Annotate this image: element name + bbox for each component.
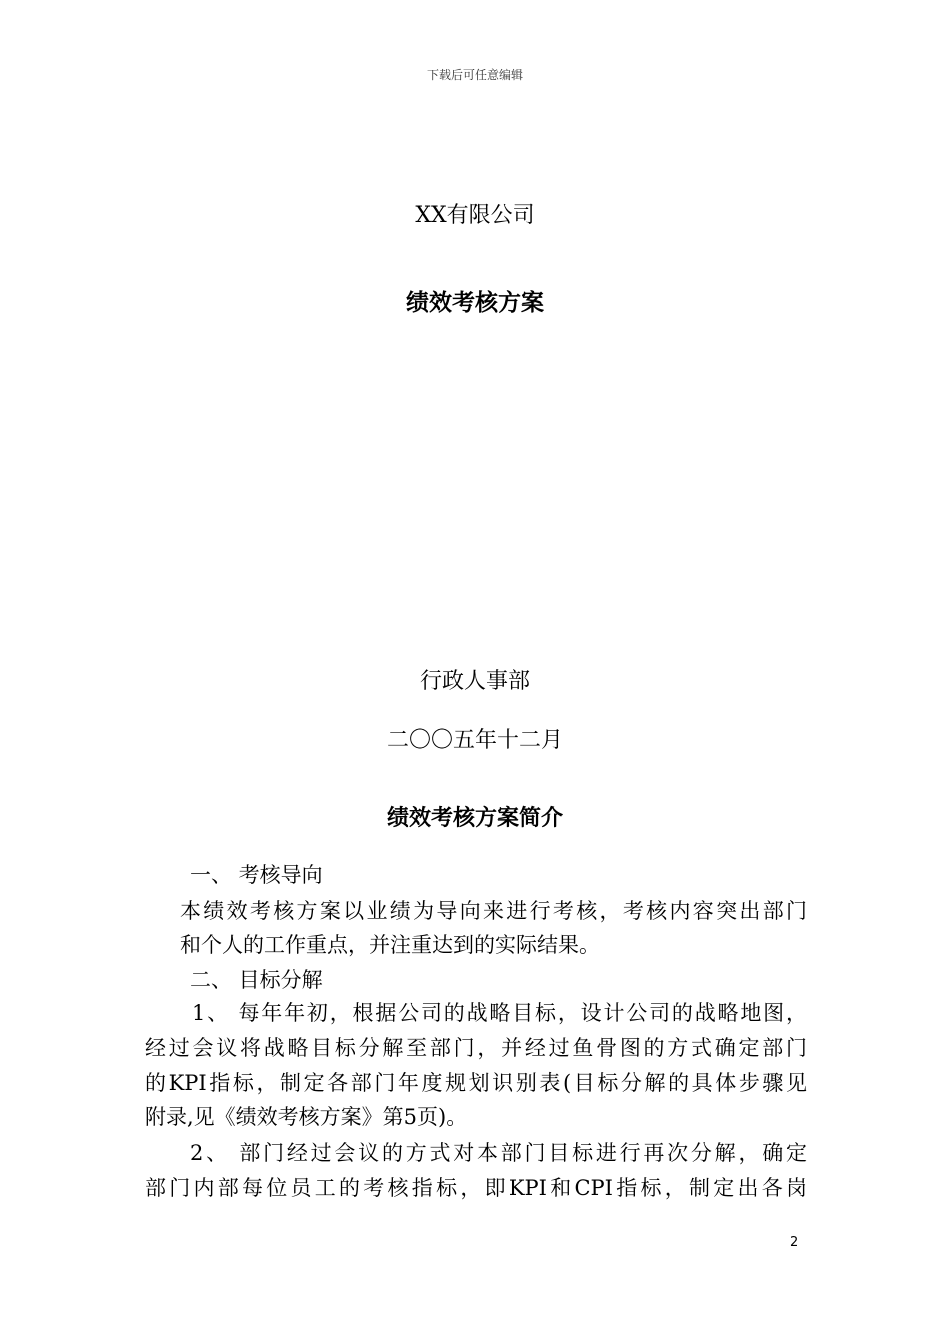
- header-note: 下载后可任意编辑: [426, 68, 523, 82]
- company-name: XX有限公司: [415, 203, 535, 228]
- main-title: 绩效考核方案: [406, 290, 544, 316]
- paragraph-line: 和个人的工作重点，并注重达到的实际结果。: [180, 933, 600, 957]
- document-date: 二〇〇五年十二月: [386, 728, 563, 753]
- intro-title: 绩效考核方案简介: [386, 806, 563, 831]
- paragraph-line: 1、 每年年初，根据公司的战略目标，设计公司的战略地图，: [192, 1001, 807, 1025]
- paragraph-line: 的KPI指标，制定各部门年度规划识别表(目标分解的具体步骤见: [145, 1071, 807, 1095]
- page-number: 2: [790, 1235, 799, 1250]
- paragraph-line: 2、 部门经过会议的方式对本部门目标进行再次分解，确定: [190, 1141, 807, 1165]
- paragraph-line: 部门内部每位员工的考核指标，即KPI和CPI指标，制定出各岗: [145, 1176, 807, 1200]
- paragraph-line: 附录,见《绩效考核方案》第5页)。: [145, 1105, 468, 1129]
- paragraph-line: 本绩效考核方案以业绩为导向来进行考核，考核内容突出部门: [180, 899, 807, 923]
- paragraph-line: 经过会议将战略目标分解至部门，并经过鱼骨图的方式确定部门: [145, 1036, 807, 1060]
- section-heading-1: 一、 考核导向: [190, 863, 323, 887]
- section-heading-2: 二、 目标分解: [190, 968, 323, 992]
- department-name: 行政人事部: [419, 669, 530, 694]
